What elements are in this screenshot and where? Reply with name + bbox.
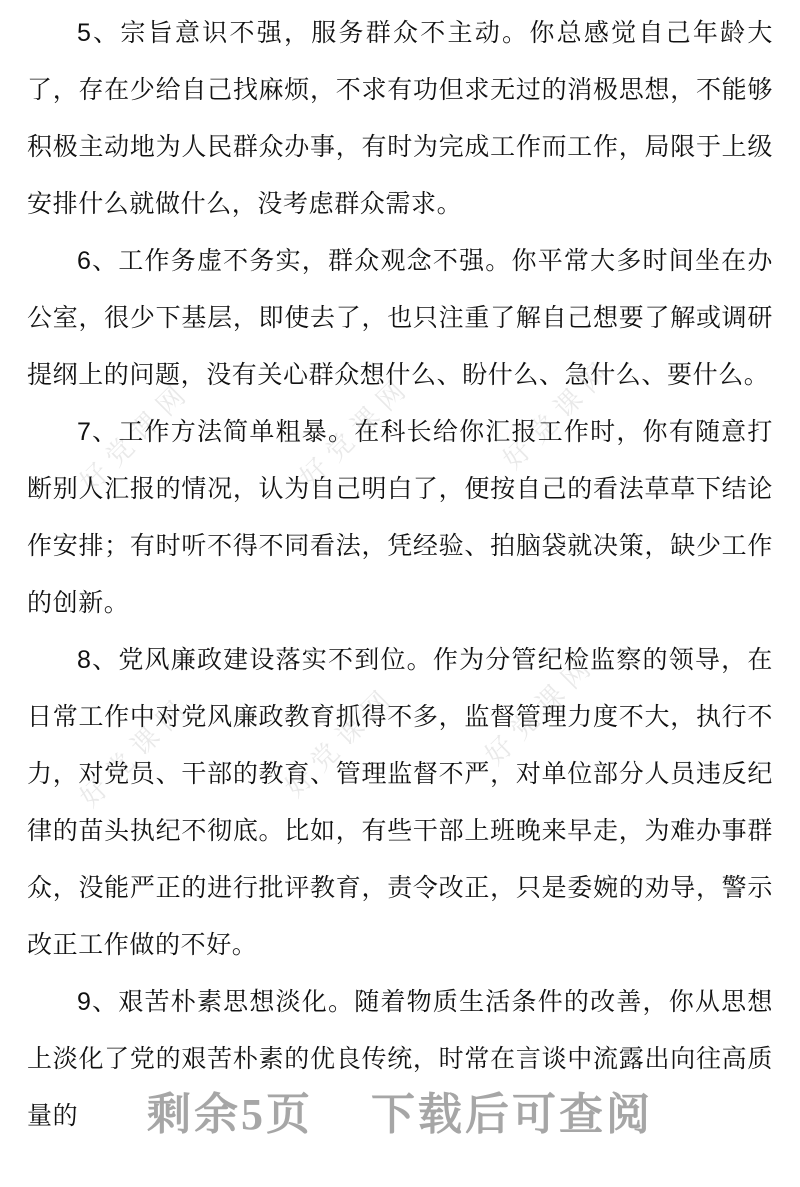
document-body (27, 5, 773, 1145)
footer-banner (0, 1078, 800, 1142)
watermark-text: 好党课网 (479, 647, 603, 771)
paragraph-7: 7、工作方法简单粗暴。在科长给你汇报工作时，你有随意打断别人汇报的情况，认为自己明白了，便按自己的看法草草下结论作安排；有时听不得不同看法，凭经验、拍脑袋就决策，缺少工作的创新。 (27, 418, 773, 617)
watermark-text: 好党课网 (74, 374, 198, 498)
watermark-text: 好党课网 (279, 679, 403, 803)
remaining-pages-label: 剩余5页 (147, 1090, 313, 1139)
paragraph-6: 6、工作务虚不务实，群众观念不强。你平常大多时间坐在办公室，很少下基层，即使去了，也只注重了解自己想要了解或调研提纲上的问题，没有关心群众想什么、盼什么、急什么、要什么。 (27, 247, 773, 389)
paragraph-9: 9、艰苦朴素思想淡化。随着物质生活条件的改善，你从思想上淡化了党的艰苦朴素的优良传统，时常在言谈中流露出向往高质量的 (27, 988, 773, 1130)
watermark-text: 好党课网 (74, 689, 198, 813)
paragraph-5: 5、宗旨意识不强，服务群众不主动。你总感觉自己年龄大了，存在少给自己找麻烦，不求有功但求无过的消极思想，不能够积极主动地为人民群众办事，有时为完成工作而工作，局限于上级安排什么就做什么，没考虑群众需求。 (27, 19, 773, 218)
download-note-label: 下载后可查阅 (371, 1090, 653, 1139)
watermark-text: 好党课网 (294, 369, 418, 493)
watermark-text: 好党课网 (497, 351, 621, 475)
paragraph-8: 8、党风廉政建设落实不到位。作为分管纪检监察的领导，在日常工作中对党风廉政教育抓得不多，监督管理力度不大，执行不力，对党员、干部的教育、管理监督不严，对单位部分人员违反纪律的苗头执纪不彻底。比如，有些干部上班晚来早走，为难办事群众，没能严正的进行批评教育，责令改正，只是委婉的劝导，警示改正工作做的不好。 (27, 646, 773, 959)
